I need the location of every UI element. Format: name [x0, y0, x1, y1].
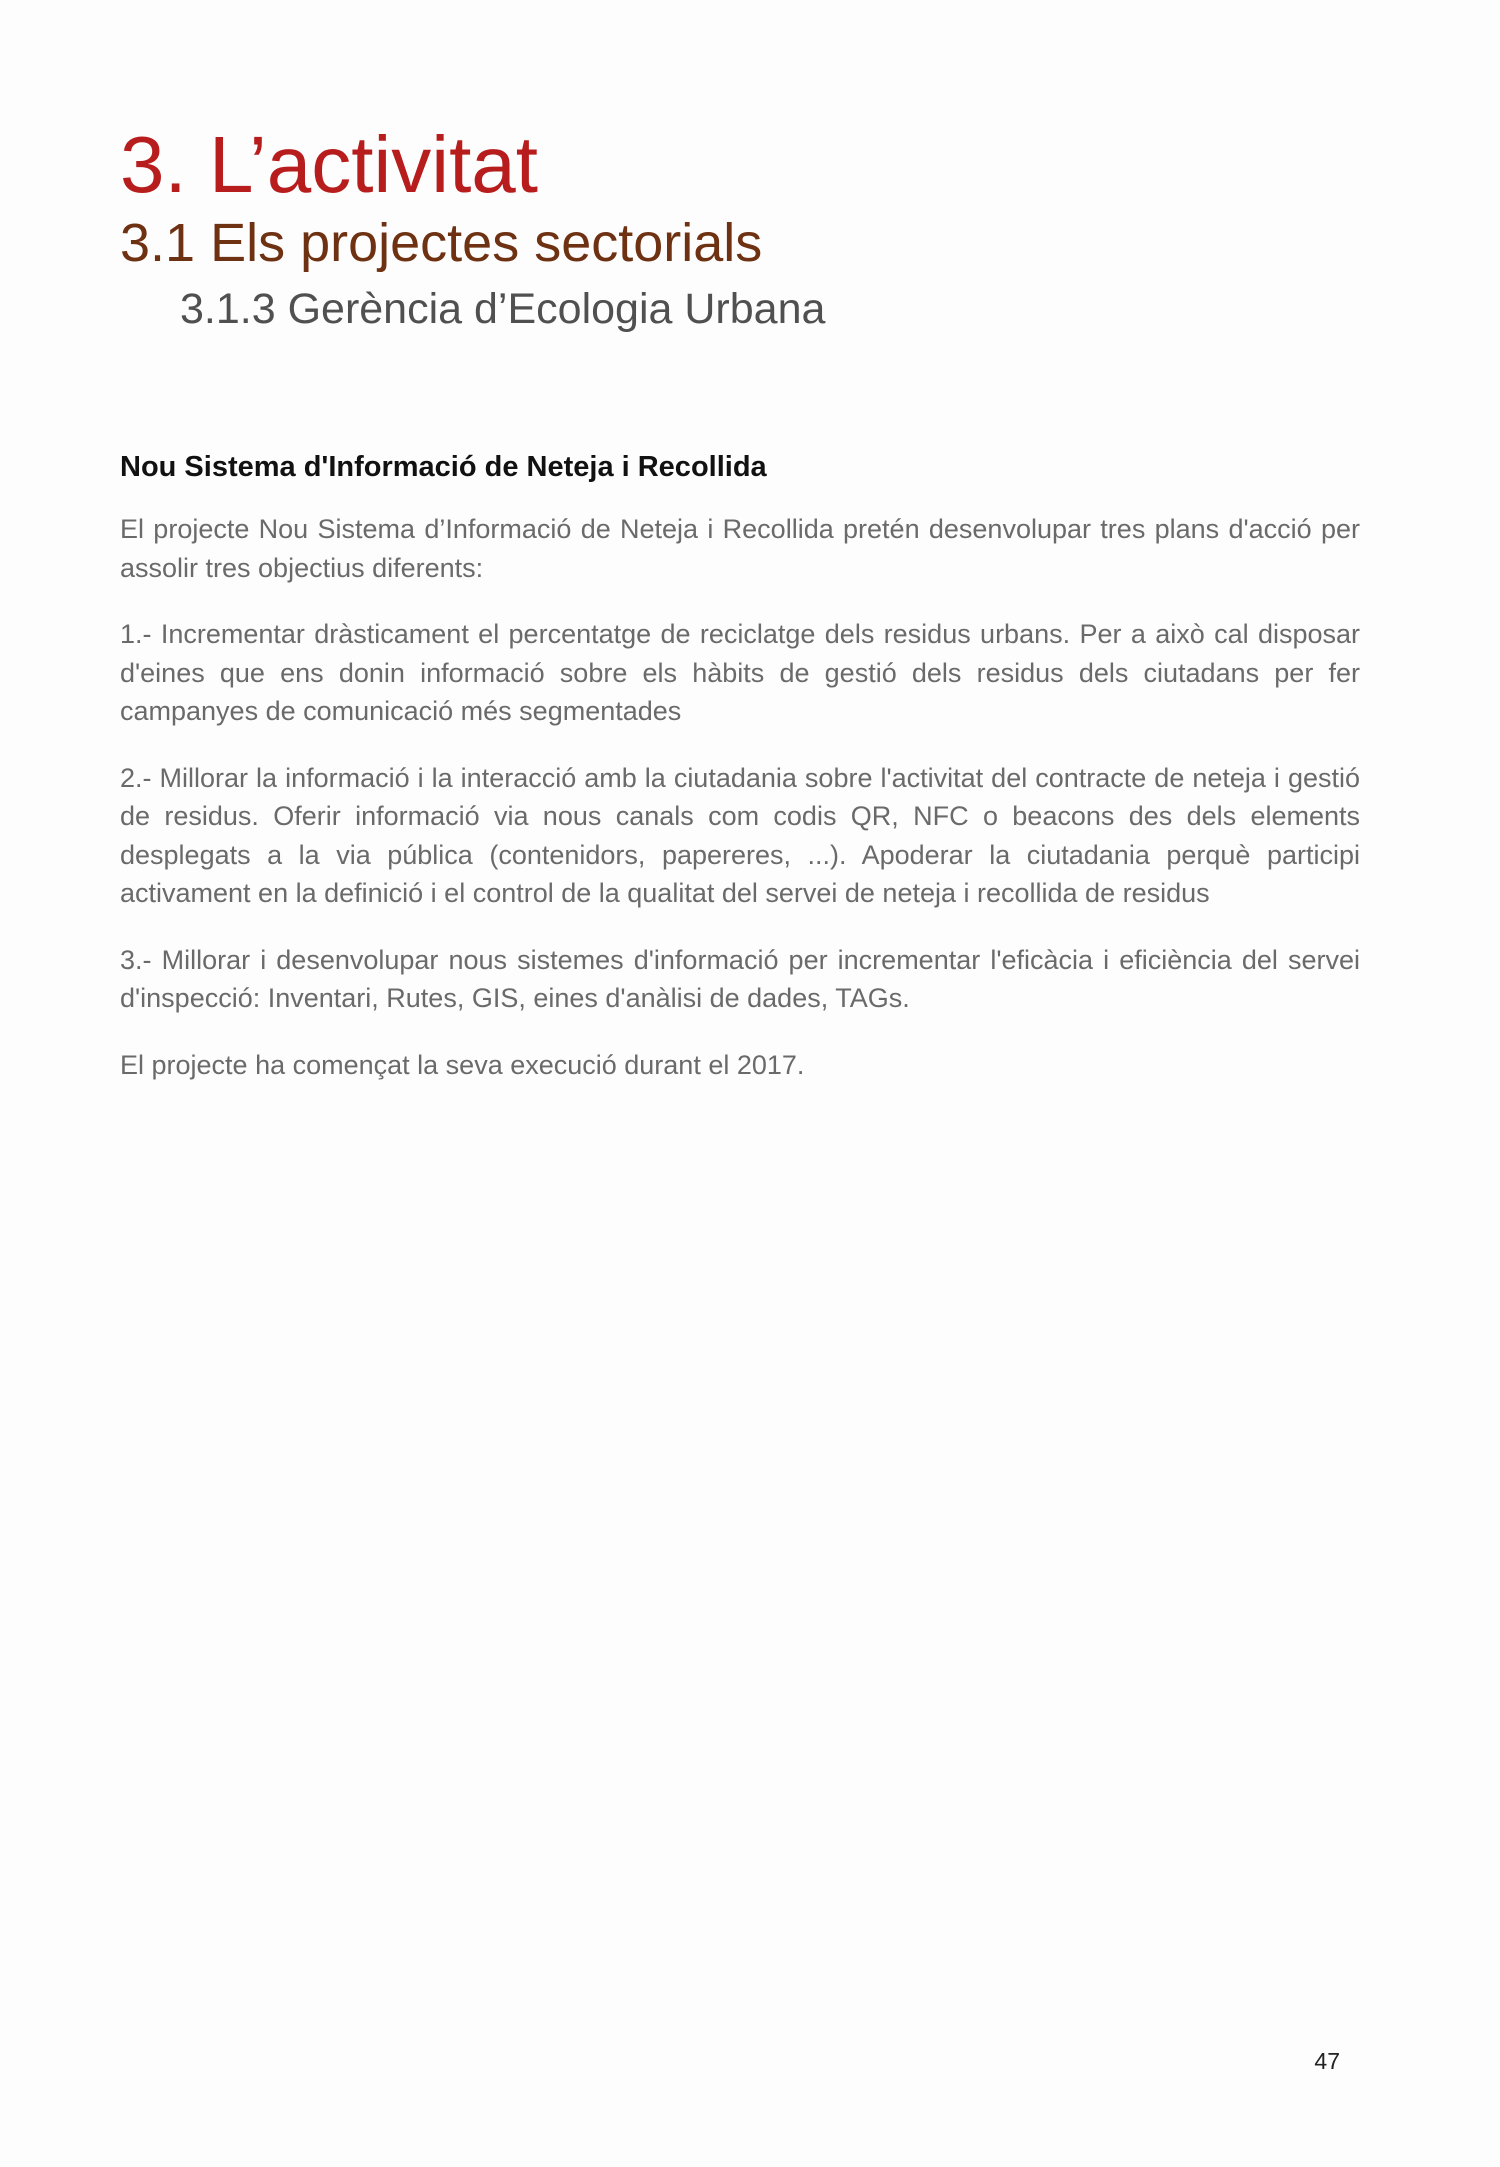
- subsection-heading: 3.1.3 Gerència d’Ecologia Urbana: [180, 285, 826, 333]
- chapter-heading: 3. L’activitat: [120, 120, 539, 209]
- article-title: Nou Sistema d'Informació de Neteja i Recollida: [120, 451, 767, 483]
- status-paragraph: El projecte ha començat la seva execució durant el 2017.: [120, 1049, 805, 1080]
- page-number: 47: [1314, 2048, 1340, 2074]
- article-body: [120, 446, 1360, 1112]
- objective-2-paragraph: 2.- Millorar la informació i la interacció amb la ciutadania sobre l'activitat del contracte de neteja i gestió de residus. Oferir informació via nous canals com codis QR, NFC o beacons des dels elements desplegats a la via pública (contenidors, papereres, ...). Apoderar la ciutadania perquè participi activament en la definició i el control de la qualitat del servei de neteja i recollida de residus: [120, 762, 1360, 908]
- section-heading: 3.1 Els projectes sectorials: [120, 213, 763, 273]
- objective-3-paragraph: 3.- Millorar i desenvolupar nous sistemes d'informació per incrementar l'eficàcia i eficiència del servei d'inspecció: Inventari, Rutes, GIS, eines d'anàlisi de dades, TAGs.: [120, 944, 1360, 1013]
- intro-paragraph: El projecte Nou Sistema d’Informació de Neteja i Recollida pretén desenvolupar tres plans d'acció per assolir tres objectius diferents:: [120, 514, 1360, 583]
- objective-1-paragraph: 1.- Incrementar dràsticament el percentatge de reciclatge dels residus urbans. Per a això cal disposar d'eines que ens donin informació sobre els hàbits de gestió dels residus dels ciutadans per fer campanyes de comunicació més segmentades: [120, 619, 1360, 726]
